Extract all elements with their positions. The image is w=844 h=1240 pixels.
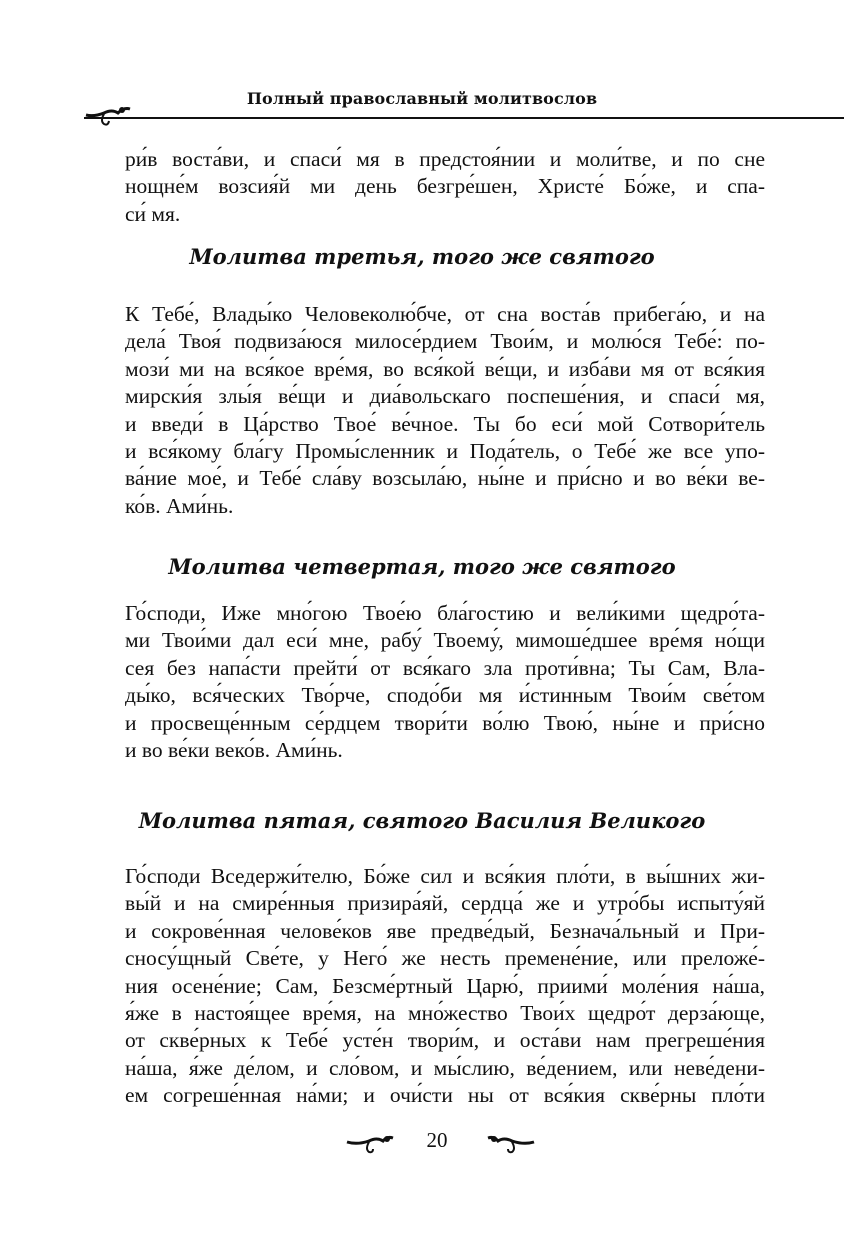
prayer-5-text xyxy=(125,863,765,1110)
text-line: Го́споди, Иже мно́гою Твое́ю бла́гостию и вели́кими щедро́та- xyxy=(125,601,765,625)
text-line: дела́ Твоя́ подвиза́юся милосе́рдием Твои́м, и молю́ся Тебе́: по- xyxy=(125,329,765,354)
text-line: и просвеще́нным се́рдцем твори́ти во́лю Твою́, ны́не и при́сно xyxy=(125,710,765,735)
text-line: мирски́я злы́я ве́щи и диа́вольскаго поспеше́ния, и спаси́ мя, xyxy=(125,384,765,409)
prayer-4-text xyxy=(125,600,765,764)
ornament-left-icon xyxy=(345,1131,395,1155)
text-line: я́же в настоя́щее вре́мя, на мно́жество Твои́х щедро́т дерза́юще, xyxy=(125,1000,765,1025)
text-line: и во ве́ки веко́в. Ами́нь. xyxy=(125,737,343,762)
text-line: ем согреше́нная на́ми; и очи́сти ны от вся́кия скве́рны пло́ти xyxy=(125,1083,765,1108)
book-title: Полный православный молитвослов xyxy=(246,89,598,108)
header-rule xyxy=(84,117,844,119)
text-line: на́ша, я́же де́лом, и сло́вом, и мы́слию, ве́дением, или неве́дени- xyxy=(125,1055,765,1080)
text-line: и сокрове́нная челове́ков яве предве́дый, Безнача́льный и При- xyxy=(125,918,765,943)
text-line: ды́ко, вся́ческих Тво́рче, сподо́би мя и́стинным Твои́м све́том xyxy=(125,683,765,708)
text-line: от скве́рных к Тебе́ усте́н твори́м, и оста́ви нам прегреше́ния xyxy=(125,1028,765,1053)
text-line: си́ мя. xyxy=(125,201,181,226)
prayer-heading-4: Молитва четвертая, того же святого xyxy=(168,554,676,579)
text-line: ко́в. Ами́нь. xyxy=(125,493,234,518)
text-line: нощне́м возсия́й ми день безгре́шен, Христе́ Бо́же, и спа- xyxy=(125,174,765,199)
text-line: сносу́щный Све́те, у Него́ же несть премене́ние, или преложе́- xyxy=(125,946,765,971)
text-line: ми Твои́ми дал еси́ мне, рабу́ Твоему́, мимоше́дшее вре́мя но́щи xyxy=(125,628,765,653)
text-line: ри́в воста́ви, и спаси́ мя в предстоя́нии и моли́тве, и по сне xyxy=(125,147,765,171)
ornament-right-icon xyxy=(486,1131,536,1155)
text-line: вы́й и на смире́нныя призира́яй, сердца́ же и утро́бы испыту́яй xyxy=(125,891,765,916)
prayer-3-text xyxy=(125,301,765,520)
prayer-heading-3: Молитва третья, того же святого xyxy=(189,244,655,269)
text-line: К Тебе́, Влады́ко Человеколю́бче, от сна воста́в прибега́ю, и на xyxy=(125,302,765,326)
text-line: сея без напа́сти прейти́ от вся́каго зла проти́вна; Ты Сам, Вла- xyxy=(125,655,765,680)
text-line: Го́споди Вседержи́телю, Бо́же сил и вся́кия пло́ти, в вы́шних жи- xyxy=(125,864,765,888)
text-line: ва́ние мое́, и Тебе́ сла́ву возсыла́ю, ны́не и при́сно и во ве́ки ве- xyxy=(125,466,765,491)
text-line: и введи́ в Ца́рство Твое́ ве́чное. Ты бо еси́ мой Сотвори́тель xyxy=(125,411,765,436)
page-number: 20 xyxy=(426,1128,448,1152)
text-line: и вся́кому бла́гу Промы́сленник и Пода́тель, о Тебе́ же все упо- xyxy=(125,438,765,463)
text-line: мози́ ми на вся́кое вре́мя, во вся́кой ве́щи, и изба́ви мя от вся́кия xyxy=(125,356,765,381)
prayer-continuation xyxy=(125,146,765,228)
prayer-heading-5: Молитва пятая, святого Василия Великого xyxy=(138,808,706,833)
text-line: ния осене́ние; Сам, Безсме́ртный Царю́, приими́ моле́ния на́ша, xyxy=(125,973,765,998)
